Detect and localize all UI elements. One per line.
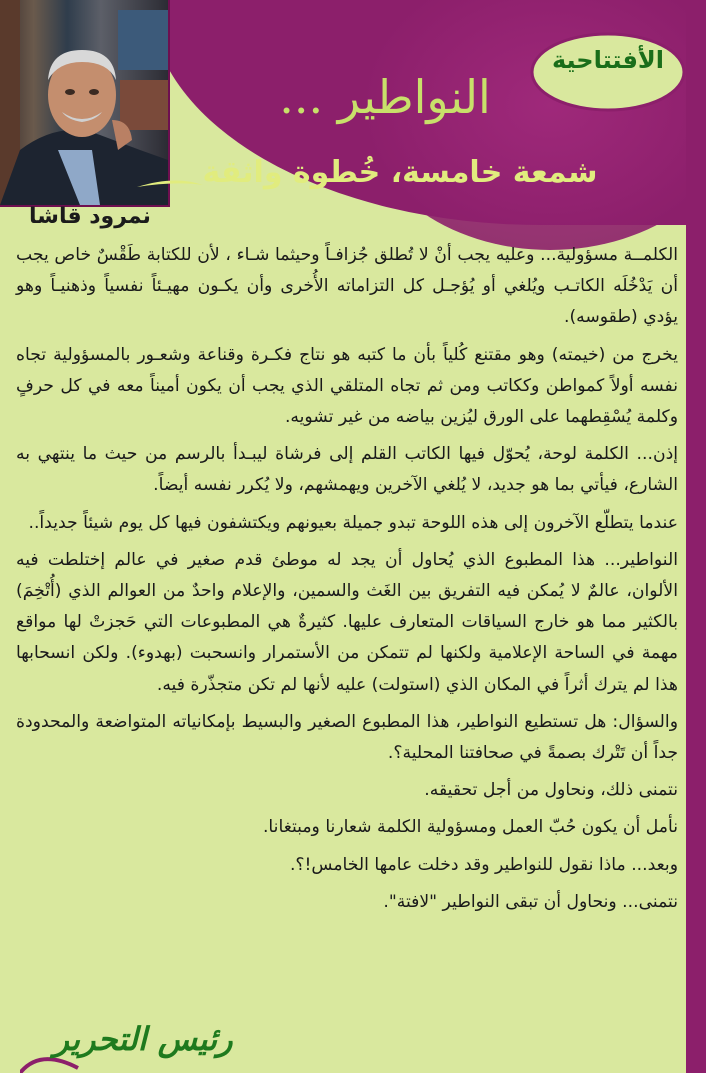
paragraph: يخرج من (خيمته) وهو مقتنع كُلياً بأن ما كتبه هو نتاج فكـرة وقناعة وشعـور بالمسؤولية تجاه نفسه أولاً كمواطن وككاتب ومن ثم تجاه المتلقي الذي يجب أن يكون أميناً معه في كل حرفٍ وكلمة يُسْقِطهما على الورق ليُزين بياضه من غير تشويه. <box>16 344 678 428</box>
paragraph: عندما يتطلّع الآخرون إلى هذه اللوحة تبدو جميلة بعيونهم ويكتشفون فيها كل يوم شيئاً جديداً.. <box>28 512 678 533</box>
author-name: نمرود قاشا <box>29 204 151 229</box>
paragraph: نتمنى ذلك، ونحاول من أجل تحقيقه. <box>424 780 678 801</box>
article-subtitle: شمعة خامسة، خُطوة واثقة <box>202 155 598 190</box>
section-label: الأفتتاحية <box>551 46 665 74</box>
paragraph: نأمل أن يكون حُبّ العمل ومسؤولية الكلمة شعارنا ومبتغانا. <box>262 817 678 838</box>
article-body <box>16 240 678 1070</box>
side-stripe <box>686 0 706 1073</box>
paragraph: والسؤال: هل تستطيع النواطير، هذا المطبوع الصغير والبسيط بإمكانياته المتواضعة والمحدودة جداً أن تَتْرك بصمةً في صحافتنا المحلية؟. <box>16 711 678 764</box>
magazine-title: النواطير ... <box>279 70 491 124</box>
paragraph: إذن... الكلمة لوحة، يُحوّل فيها الكاتب القلم إلى فرشاة ليبـدأ بالرسم من حيث ما ينتهي به الشارع، فيأتي بما هو جديد، لا يُلغي الآخرين ويهمشهم، ولا يُكرر نفسه أيضاً. <box>16 444 678 496</box>
paragraph: الكلمــة مسؤولية... وعليه يجب أنْ لا تُطلق جُزافـاً وحيثما شـاء ، لأن للكتابة طَقْسٌ خاص يجب أن يَدْخُلَه الكاتـب ويُلغي أو يُؤجـل كل التزاماته الأُخرى وأن يكـون مهيـئاً نفسياً وذهنيـاً وهو يؤدي (طقوسه). <box>16 245 678 328</box>
paragraph: وبعد... ماذا نقول للنواطير وقد دخلت عامها الخامس!؟. <box>289 854 678 875</box>
paragraph: النواطير... هذا المطبوع الذي يُحاول أن يجد له موطئ قدم صغير في عالم إختلطت فيه الألوان، عالمٌ لا يُمكن فيه التفريق بين الغَث والسمين، والإعلام واحدٌ من العوالم الذي (أُتْخِمَ) بالكثير مما هو خارج السياقات المتعارف عليها. كثيرةٌ هي المطبوعات التي حَجزتْ لها مواقع مهمة في الساحة الإعلامية ولكنها لم تتمكن من الأستمرار وانسحبت (بهدوء). ولكن انسحابها هذا لم يترك أثراً في المكان الذي (استولت) عليه لأنها لم تكن متجذّرة فيه. <box>16 549 678 695</box>
editor-signature: رئيس التحرير <box>53 1020 233 1058</box>
paragraph: نتمنى... ونحاول أن تبقى النواطير "لافتة". <box>383 891 678 912</box>
